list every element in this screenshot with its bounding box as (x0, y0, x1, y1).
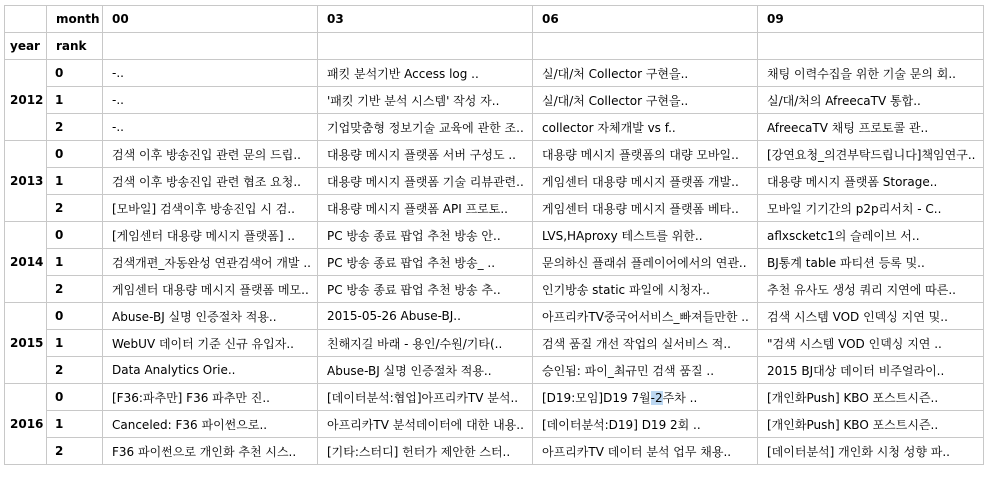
data-cell[interactable]: 대용량 메시지 플랫폼 API 프로토.. (318, 195, 533, 222)
data-cell[interactable]: 패킷 분석기반 Access log .. (318, 60, 533, 87)
data-cell[interactable]: [데이터분석:협업]아프리카TV 분석.. (318, 384, 533, 411)
data-cell[interactable]: [모바일] 검색이후 방송진입 시 검.. (103, 195, 318, 222)
rank-cell: 0 (47, 384, 103, 411)
rank-cell: 0 (47, 222, 103, 249)
rank-cell: 1 (47, 411, 103, 438)
data-cell[interactable]: PC 방송 종료 팝업 추천 방송 추.. (318, 276, 533, 303)
data-cell[interactable]: -.. (103, 60, 318, 87)
data-cell[interactable]: BJ통계 table 파티션 등록 및.. (758, 249, 984, 276)
data-cell[interactable]: 게임센터 대용량 메시지 플랫폼 개발.. (533, 168, 758, 195)
data-cell[interactable]: PC 방송 종료 팝업 추천 방송 안.. (318, 222, 533, 249)
rank-cell: 0 (47, 141, 103, 168)
rank-cell: 1 (47, 87, 103, 114)
rank-cell: 2 (47, 357, 103, 384)
year-cell: 2015 (5, 303, 47, 384)
pivot-table (4, 5, 984, 465)
rank-cell: 1 (47, 168, 103, 195)
rank-cell: 0 (47, 60, 103, 87)
data-cell[interactable]: 모바일 기기간의 p2p리서치 - C.. (758, 195, 984, 222)
data-cell[interactable]: 실/대/처 Collector 구현을.. (533, 60, 758, 87)
data-cell[interactable]: 게임센터 대용량 메시지 플랫폼 베타.. (533, 195, 758, 222)
data-cell[interactable]: F36 파이썬으로 개인화 추천 시스.. (103, 438, 318, 465)
data-cell[interactable]: AfreecaTV 채팅 프로토콜 관.. (758, 114, 984, 141)
data-cell[interactable]: 실/대/처의 AfreecaTV 통합.. (758, 87, 984, 114)
data-cell[interactable]: 검색 품질 개선 작업의 실서비스 적.. (533, 330, 758, 357)
data-cell[interactable]: "검색 시스템 VOD 인덱싱 지연 .. (758, 330, 984, 357)
data-cell[interactable]: 검색 이후 방송진입 관련 문의 드립.. (103, 141, 318, 168)
data-cell[interactable]: 게임센터 대용량 메시지 플랫폼 메모.. (103, 276, 318, 303)
table-body (5, 60, 984, 465)
rank-cell: 2 (47, 438, 103, 465)
month-header: 03 (318, 6, 533, 33)
data-cell[interactable]: [데이터분석:D19] D19 2회 .. (533, 411, 758, 438)
data-cell[interactable]: collector 자체개발 vs f.. (533, 114, 758, 141)
month-header: 06 (533, 6, 758, 33)
table-row (5, 222, 984, 249)
table-row (5, 141, 984, 168)
data-cell[interactable]: [데이터분석] 개인화 시청 성향 파.. (758, 438, 984, 465)
table-row (5, 384, 984, 411)
table-row (5, 195, 984, 222)
data-cell[interactable]: -.. (103, 114, 318, 141)
data-cell[interactable]: [F36:파추만] F36 파추만 진.. (103, 384, 318, 411)
month-header: 09 (758, 6, 984, 33)
data-cell[interactable]: aflxscketc1의 슬레이브 서.. (758, 222, 984, 249)
data-cell[interactable]: 친해지길 바래 - 용인/수원/기타(.. (318, 330, 533, 357)
text-selection: -2 (650, 390, 663, 405)
month-header-row (5, 6, 984, 33)
data-cell[interactable]: -.. (103, 87, 318, 114)
empty-header-cell (103, 33, 318, 60)
data-cell[interactable]: 2015-05-26 Abuse-BJ.. (318, 303, 533, 330)
year-cell: 2013 (5, 141, 47, 222)
table-row (5, 276, 984, 303)
year-cell: 2014 (5, 222, 47, 303)
data-cell[interactable]: 대용량 메시지 플랫폼 Storage.. (758, 168, 984, 195)
corner-cell (5, 6, 47, 33)
data-cell[interactable]: 검색개편_자동완성 연관검색어 개발 .. (103, 249, 318, 276)
year-cell: 2012 (5, 60, 47, 141)
data-cell[interactable]: LVS,HAproxy 테스트를 위한.. (533, 222, 758, 249)
rank-cell: 1 (47, 249, 103, 276)
data-cell[interactable]: WebUV 데이터 기준 신규 유입자.. (103, 330, 318, 357)
data-cell[interactable]: '패킷 기반 분석 시스템' 작성 자.. (318, 87, 533, 114)
rank-cell: 0 (47, 303, 103, 330)
year-cell: 2016 (5, 384, 47, 465)
year-label: year (5, 33, 47, 60)
data-cell[interactable]: 대용량 메시지 플랫폼 기술 리뷰관련.. (318, 168, 533, 195)
data-cell[interactable]: 검색 시스템 VOD 인덱싱 지연 및.. (758, 303, 984, 330)
rank-cell: 2 (47, 276, 103, 303)
month-label: month (47, 6, 103, 33)
table-row (5, 249, 984, 276)
index-header-row (5, 33, 984, 60)
empty-header-cell (758, 33, 984, 60)
data-cell[interactable]: PC 방송 종료 팝업 추천 방송_ .. (318, 249, 533, 276)
table-row (5, 168, 984, 195)
empty-header-cell (533, 33, 758, 60)
data-cell[interactable]: 채팅 이력수집을 위한 기술 문의 회.. (758, 60, 984, 87)
data-cell[interactable]: 승인됨: 파이_최규민 검색 품질 .. (533, 357, 758, 384)
data-cell[interactable]: 기업맞춤형 정보기술 교육에 관한 조.. (318, 114, 533, 141)
data-cell[interactable]: 검색 이후 방송진입 관련 협조 요청.. (103, 168, 318, 195)
data-cell[interactable]: 추천 유사도 생성 쿼리 지연에 따른.. (758, 276, 984, 303)
rank-cell: 2 (47, 114, 103, 141)
data-cell[interactable]: 2015 BJ대상 데이터 비주얼라이.. (758, 357, 984, 384)
empty-header-cell (318, 33, 533, 60)
data-cell[interactable]: 대용량 메시지 플랫폼의 대량 모바일.. (533, 141, 758, 168)
table-row (5, 411, 984, 438)
data-cell[interactable]: [D19:모임]D19 7월-2주차 .. (533, 384, 758, 411)
data-cell[interactable]: Canceled: F36 파이썬으로.. (103, 411, 318, 438)
data-cell[interactable]: 아프리카TV중국어서비스_빠져들만한 .. (533, 303, 758, 330)
table-row (5, 330, 984, 357)
data-cell[interactable]: 아프리카TV 데이터 분석 업무 채용.. (533, 438, 758, 465)
table-row (5, 357, 984, 384)
data-cell[interactable]: [개인화Push] KBO 포스트시즌.. (758, 411, 984, 438)
month-header: 00 (103, 6, 318, 33)
rank-cell: 1 (47, 330, 103, 357)
data-cell[interactable]: 문의하신 플래쉬 플레이어에서의 연관.. (533, 249, 758, 276)
data-cell[interactable]: [강연요청_의견부탁드립니다]책임연구.. (758, 141, 984, 168)
table-row (5, 87, 984, 114)
data-cell[interactable]: 실/대/처 Collector 구현을.. (533, 87, 758, 114)
table-row (5, 114, 984, 141)
data-cell[interactable]: 대용량 메시지 플랫폼 서버 구성도 .. (318, 141, 533, 168)
data-cell[interactable]: Abuse-BJ 실명 인증절차 적용.. (103, 303, 318, 330)
rank-label: rank (47, 33, 103, 60)
data-cell[interactable]: 인기방송 static 파일에 시청자.. (533, 276, 758, 303)
data-cell[interactable]: [개인화Push] KBO 포스트시즌.. (758, 384, 984, 411)
data-cell[interactable]: 아프리카TV 분석데이터에 대한 내용.. (318, 411, 533, 438)
table-row (5, 60, 984, 87)
data-cell[interactable]: Data Analytics Orie.. (103, 357, 318, 384)
data-cell[interactable]: [기타:스터디] 헌터가 제안한 스터.. (318, 438, 533, 465)
table-row (5, 303, 984, 330)
data-cell[interactable]: [게임센터 대용량 메시지 플랫폼] .. (103, 222, 318, 249)
table-row (5, 438, 984, 465)
rank-cell: 2 (47, 195, 103, 222)
data-cell[interactable]: Abuse-BJ 실명 인증절차 적용.. (318, 357, 533, 384)
